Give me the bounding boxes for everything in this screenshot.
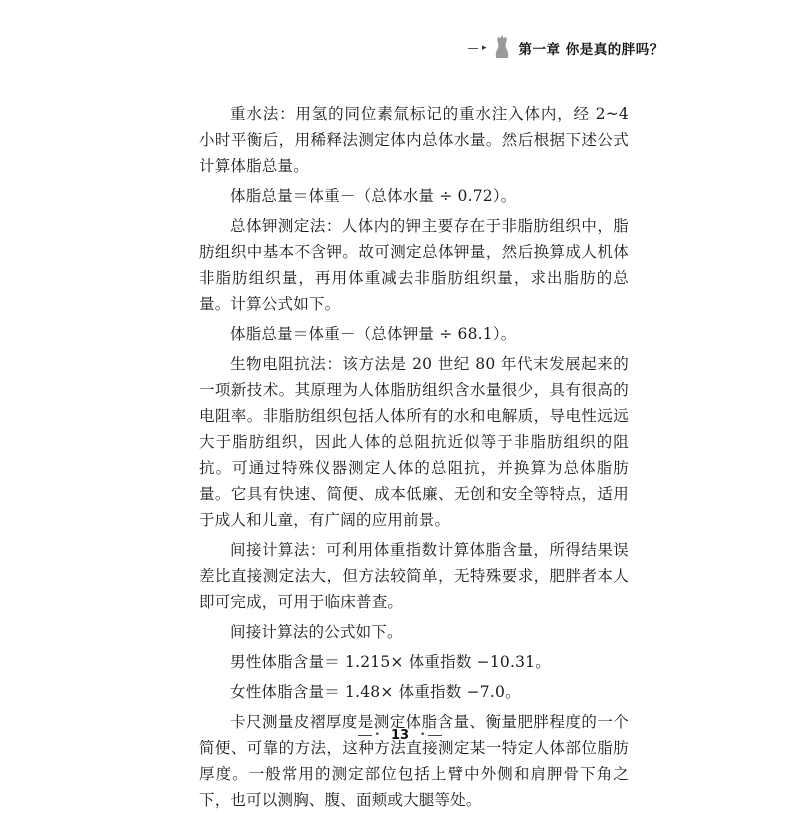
footer-dot-right-icon: • [420, 730, 426, 740]
chapter-title: 第一章 你是真的胖吗？ [518, 42, 664, 58]
paragraph-heavy-water-method: 重水法：用氢的同位素氚标记的重水注入体内，经 2~4 小时平衡后，用稀释法测定体内总体水量。然后根据下述公式计算体脂总量。 [199, 105, 629, 175]
running-header [468, 34, 664, 62]
header-ornament [468, 36, 511, 60]
paragraph-total-potassium-method: 总体钾测定法：人体内的钾主要存在于非脂肪组织中，脂肪组织中基本不含钾。故可测定总体钾量，然后换算成人机体非脂肪组织量，再用体重减去非脂肪组织量，求出脂肪的总量。计算公式如下。 [199, 217, 629, 313]
paragraph-skinfold-caliper: 卡尺测量皮褶厚度是测定体脂含量、衡量肥胖程度的一个简便、可靠的方法，这种方法直接测定某一特定人体部位脂肪厚度。一般常用的测定部位包括上臂中外侧和肩胛骨下角之下，也可以测胸、腹、面颊或大腿等处。 [199, 713, 629, 809]
footer-line-left [358, 735, 372, 736]
page-footer [0, 728, 800, 743]
paragraph-bioimpedance-method: 生物电阻抗法：该方法是 20 世纪 80 年代末发展起来的一项新技术。其原理为人体脂肪组织含水量很少，具有很高的电阻率。非脂肪组织包括人体所有的水和电解质，导电性远远大于脂肪组织，因此人体的总阻抗近似等于非脂肪组织的阻抗。可通过特殊仪器测定人体的总阻抗，并换算为总体脂肪量。它具有快速、简便、成本低廉、无创和安全等特点，适用于成人和儿童，有广阔的应用前景。 [199, 355, 629, 529]
paragraph-indirect-formula-intro: 间接计算法的公式如下。 [230, 623, 403, 641]
header-arrow-icon: ▸ [482, 42, 487, 53]
formula-female-body-fat: 女性体脂含量＝ 1.48× 体重指数 −7.0。 [230, 683, 521, 701]
dress-form-icon [493, 36, 511, 60]
formula-male-body-fat: 男性体脂含量＝ 1.215× 体重指数 −10.31。 [230, 653, 551, 671]
formula-total-potassium: 体脂总量＝体重－（总体钾量 ÷ 68.1）。 [230, 325, 517, 343]
page-number: 13 [390, 728, 410, 743]
header-dash [468, 48, 478, 49]
footer-line-right [428, 735, 442, 736]
formula-total-body-water: 体脂总量＝体重－（总体水量 ÷ 0.72）。 [230, 187, 517, 205]
main-text [199, 99, 629, 815]
footer-dot-left-icon: • [374, 730, 380, 740]
paragraph-indirect-calculation: 间接计算法：可利用体重指数计算体脂含量，所得结果误差比直接测定法大，但方法较简单，无特殊要求，肥胖者本人即可完成，可用于临床普查。 [199, 541, 629, 611]
